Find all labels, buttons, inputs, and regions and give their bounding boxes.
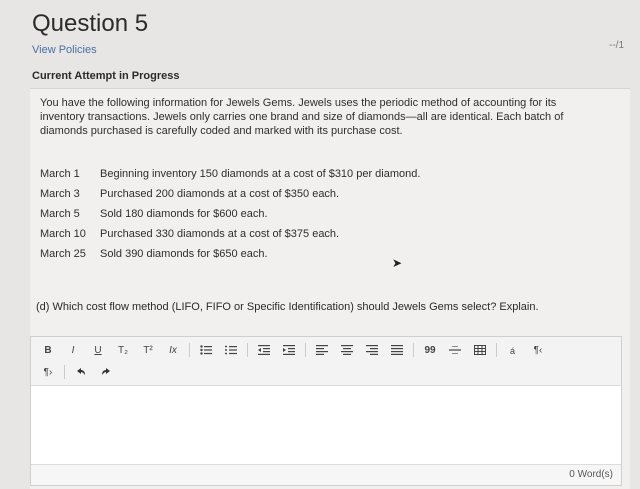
transaction-date: March 1 xyxy=(40,168,80,180)
blockquote-button[interactable]: 99 xyxy=(424,344,436,356)
transaction-text: Beginning inventory 150 diamonds at a cost of $310 per diamond. xyxy=(100,168,421,180)
toolbar-row-2 xyxy=(39,363,122,381)
transaction-text: Sold 180 diamonds for $600 each. xyxy=(100,208,268,220)
align-center-icon[interactable] xyxy=(338,341,356,359)
bold-button[interactable]: B xyxy=(44,344,52,356)
subscript-button[interactable]: T₂ xyxy=(118,344,128,356)
toolbar-divider xyxy=(247,343,248,357)
transaction-row xyxy=(40,204,600,224)
clear-format-button[interactable]: Ix xyxy=(169,344,177,356)
horizontal-rule-icon[interactable] xyxy=(446,341,464,359)
transaction-row xyxy=(40,224,600,244)
word-count: 0 Word(s) xyxy=(569,469,613,480)
transaction-text: Purchased 330 diamonds at a cost of $375 each. xyxy=(100,228,340,240)
paragraph-direction-button[interactable]: ¶› xyxy=(43,366,53,378)
toolbar-divider xyxy=(305,343,306,357)
transaction-date: March 5 xyxy=(40,208,80,220)
attempt-status: Current Attempt in Progress xyxy=(32,70,180,82)
superscript-button[interactable]: T² xyxy=(143,344,153,356)
transaction-date: March 25 xyxy=(40,248,86,260)
editor-status-bar xyxy=(31,464,621,485)
numbered-list-icon[interactable] xyxy=(222,341,240,359)
svg-text:á: á xyxy=(510,346,516,355)
score-label: --/1 xyxy=(609,40,624,51)
redo-icon[interactable] xyxy=(97,363,115,381)
align-right-icon[interactable] xyxy=(363,341,381,359)
italic-button[interactable]: I xyxy=(71,344,75,356)
view-policies-link[interactable]: View Policies xyxy=(32,44,97,56)
toolbar-row-1 xyxy=(39,341,554,359)
transaction-list xyxy=(40,164,600,264)
align-justify-icon[interactable] xyxy=(388,341,406,359)
special-character-icon[interactable] xyxy=(504,341,522,359)
transaction-date: March 10 xyxy=(40,228,86,240)
show-blocks-button[interactable]: ¶‹ xyxy=(533,344,543,356)
transaction-row xyxy=(40,184,600,204)
answer-editor[interactable] xyxy=(30,336,622,486)
mouse-cursor-icon: ➤ xyxy=(392,256,403,270)
table-icon[interactable] xyxy=(471,341,489,359)
problem-intro: You have the following information for Jewels Gems. Jewels uses the periodic method of accounting for its inventory transactions. Jewels only carries one brand and size of diamonds—all are identical. Each batch of diamonds purchased is carefully coded and marked with its purchase cost. xyxy=(40,97,564,137)
indent-icon[interactable] xyxy=(280,341,298,359)
toolbar-divider xyxy=(64,365,65,379)
editor-toolbar xyxy=(31,337,621,386)
outdent-icon[interactable] xyxy=(255,341,273,359)
transaction-text: Sold 390 diamonds for $650 each. xyxy=(100,248,268,260)
question-title: Question 5 xyxy=(32,10,149,37)
toolbar-divider xyxy=(496,343,497,357)
transaction-row xyxy=(40,164,600,184)
question-prompt: (d) Which cost flow method (LIFO, FIFO or Specific Identification) should Jewels Gems select? Explain. xyxy=(36,301,539,313)
toolbar-divider xyxy=(413,343,414,357)
toolbar-divider xyxy=(189,343,190,357)
answer-text-area[interactable] xyxy=(31,386,621,464)
underline-button[interactable]: U xyxy=(94,344,102,356)
undo-icon[interactable] xyxy=(72,363,90,381)
align-left-icon[interactable] xyxy=(313,341,331,359)
transaction-row xyxy=(40,244,600,264)
transaction-text: Purchased 200 diamonds at a cost of $350 each. xyxy=(100,188,340,200)
bullet-list-icon[interactable] xyxy=(197,341,215,359)
transaction-date: March 3 xyxy=(40,188,80,200)
